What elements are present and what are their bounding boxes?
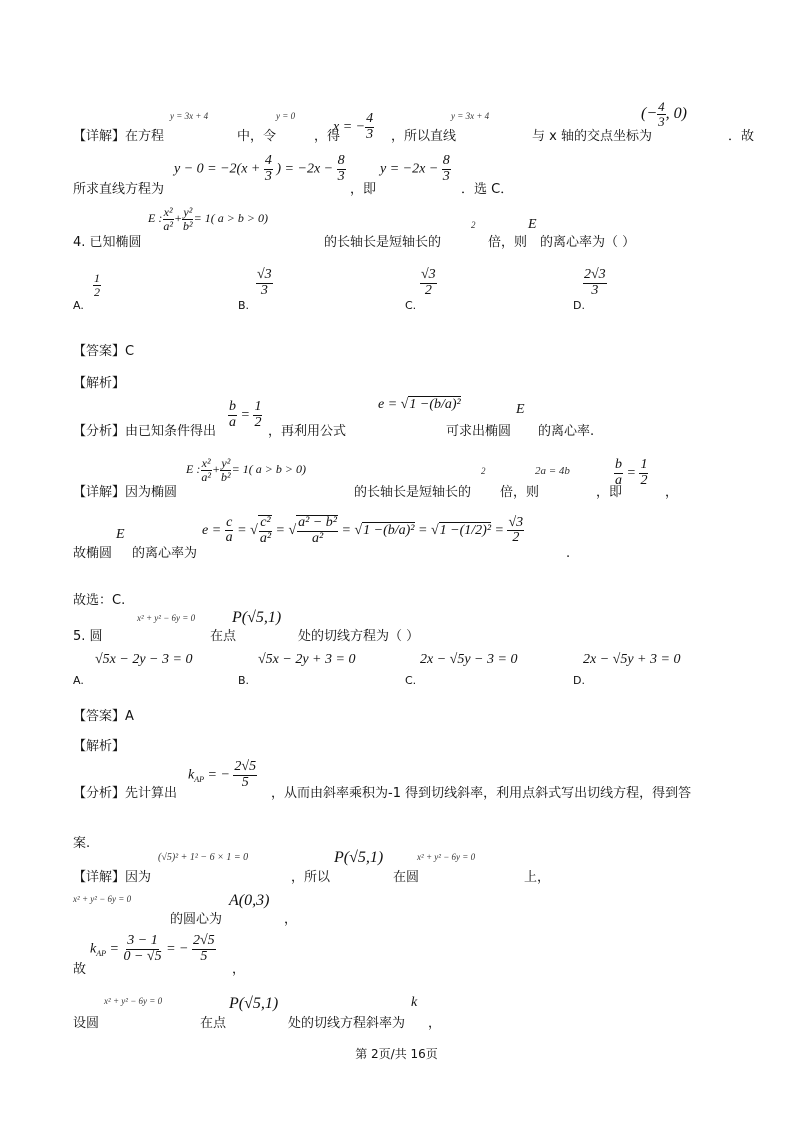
detail-text: 在圆 bbox=[393, 870, 420, 885]
math-b-over-a: $\frac{b}{a}$ = $\frac{1}{2}$ bbox=[229, 399, 262, 430]
detail-text: 中，令 bbox=[237, 129, 277, 144]
option-D-label: D. bbox=[573, 674, 585, 687]
math-b-over-a-2: $\frac{b}{a}$ = $\frac{1}{2}$ bbox=[615, 457, 648, 488]
option-C-label: C. bbox=[405, 299, 417, 312]
detail-text: ，所以 bbox=[291, 870, 331, 885]
question-5-stem: 处的切线方程为（ ） bbox=[298, 629, 420, 644]
analysis-text: ，再利用公式 bbox=[268, 424, 347, 439]
question-5-stem: 在点 bbox=[210, 629, 237, 644]
conclusion-text: 故椭圆 bbox=[73, 546, 113, 561]
page-footer: 第 2页/共 16页 bbox=[355, 1047, 438, 1061]
detail-text: 处的切线方程斜率为 bbox=[288, 1016, 406, 1031]
detail-text: 在点 bbox=[200, 1016, 227, 1031]
detail-text: ， bbox=[232, 962, 246, 977]
option-C-value: 2x − √5y − 3 = 0 bbox=[420, 652, 518, 667]
detail-text: 的长轴长是短轴长的 bbox=[354, 485, 472, 500]
detail-text: 故 bbox=[73, 962, 87, 977]
detail-text: 倍，则 bbox=[500, 485, 540, 500]
math-E: E bbox=[528, 217, 537, 232]
math-y-zero: y = 0 bbox=[276, 111, 296, 121]
option-D-label: D. bbox=[573, 299, 585, 312]
question-4-stem: 的离心率为（ ） bbox=[540, 235, 636, 250]
option-A-value: √5x − 2y − 3 = 0 bbox=[95, 652, 193, 667]
option-B-label: B. bbox=[238, 299, 250, 312]
detail-text: ，即 bbox=[596, 485, 623, 500]
analysis-text: 案. bbox=[73, 836, 91, 851]
question-5-stem: 5. 圆 bbox=[73, 629, 103, 644]
math-x-value: x = − $\frac{4}{3}$ bbox=[333, 111, 374, 142]
math-point-P: P(√5,1) bbox=[232, 609, 282, 626]
choice-conclusion: 故选：C. bbox=[73, 593, 126, 608]
math-intersection-point: (− $\frac{4}{3}$ , 0) bbox=[641, 99, 687, 129]
option-D-value: 2x − √5y + 3 = 0 bbox=[583, 652, 681, 667]
math-check-eq: (√5)² + 1² − 6 × 1 = 0 bbox=[158, 852, 249, 863]
question-4-stem: 4. 已知椭圆 bbox=[73, 235, 142, 250]
analysis-heading: 【解析】 bbox=[73, 376, 126, 391]
detail-text: ，得 bbox=[314, 129, 341, 144]
detail-text: ，即 bbox=[350, 182, 377, 197]
question-4-stem: 的长轴长是短轴长的 bbox=[324, 235, 442, 250]
math-point-P: P(√5,1) bbox=[334, 849, 384, 866]
detail-text: 【详解】因为椭圆 bbox=[73, 485, 178, 500]
math-E: E bbox=[116, 527, 125, 542]
math-two: 2 bbox=[471, 220, 476, 230]
detail-text: 所求直线方程为 bbox=[73, 182, 165, 197]
option-B-label: B. bbox=[238, 674, 250, 687]
analysis-heading: 【解析】 bbox=[73, 739, 126, 754]
answer-q5: 【答案】A bbox=[73, 709, 134, 724]
math-2a-4b: 2a = 4b bbox=[535, 465, 570, 477]
math-line-equation: y − 0 = −2(x + $\frac{4}{3}$ ) = −2x − $\frac{8}{3}$ bbox=[174, 153, 345, 184]
conclusion-text: . bbox=[566, 546, 571, 561]
math-circle-eq: x² + y² − 6y = 0 bbox=[73, 894, 132, 904]
math-ellipse-2: E : $\frac{\text{x²}}{\text{a²}}$ + $\frac{\text{y²}}{\text{b²}}$ = 1( a > b > 0) bbox=[186, 456, 306, 484]
math-line-eq: y = 3x + 4 bbox=[170, 111, 209, 121]
math-circle-eq: x² + y² − 6y = 0 bbox=[417, 852, 476, 862]
conclusion-text: 的离心率为 bbox=[132, 546, 198, 561]
detail-text: 设圆 bbox=[73, 1016, 100, 1031]
math-eccentricity-chain: e = $\frac{c}{a}$ = √ $\frac{\text{c²}}{\text{a²}}$ = √ $\frac{\text{a² − b²}}{\text{a²}}$ = √1 −(b/a)² = √1 −(1/2)² = $\frac{√3}{2}$ bbox=[202, 514, 524, 546]
math-ellipse: E : $\frac{\text{x²}}{\text{a²}}$ + $\frac{\text{y²}}{\text{b²}}$ = 1( a > b > 0) bbox=[148, 205, 268, 233]
math-k-AP: $k_{AP}$ = − $\frac{2√5}{5}$ bbox=[188, 759, 257, 790]
analysis-text: ，从而由斜率乘积为-1 得到切线斜率，利用点斜式写出切线方程，得到答 bbox=[271, 786, 692, 801]
math-k: k bbox=[411, 995, 418, 1010]
answer-q4: 【答案】C bbox=[73, 344, 135, 359]
detail-text: 的圆心为 bbox=[170, 912, 223, 927]
math-line-eq-2: y = 3x + 4 bbox=[451, 111, 490, 121]
option-C-label: C. bbox=[405, 674, 417, 687]
detail-text: 上， bbox=[524, 870, 551, 885]
option-A-value: $\frac{1}{2}$ bbox=[94, 271, 100, 299]
detail-text: ， bbox=[284, 912, 298, 927]
option-B-value: $\frac{√3}{3}$ bbox=[257, 267, 272, 298]
analysis-text: 可求出椭圆 bbox=[446, 424, 512, 439]
math-circle-eq: x² + y² − 6y = 0 bbox=[137, 613, 196, 623]
option-C-value: $\frac{√3}{2}$ bbox=[421, 267, 436, 298]
detail-text: ．选 C． bbox=[461, 182, 514, 197]
detail-text: 与 x 轴的交点坐标为 bbox=[532, 129, 652, 144]
detail-text: 【详解】因为 bbox=[73, 870, 152, 885]
option-A-label: A. bbox=[73, 299, 84, 312]
detail-text: ．故 bbox=[728, 129, 755, 144]
math-line-final: y = −2x − $\frac{8}{3}$ bbox=[380, 153, 450, 184]
analysis-text: 【分析】由已知条件得出 bbox=[73, 424, 217, 439]
analysis-text: 【分析】先计算出 bbox=[73, 786, 178, 801]
math-E: E bbox=[516, 402, 525, 417]
question-4-stem: 倍，则 bbox=[488, 235, 528, 250]
math-circle-eq: x² + y² − 6y = 0 bbox=[104, 996, 163, 1006]
math-two: 2 bbox=[481, 466, 486, 476]
analysis-text: 的离心率. bbox=[538, 424, 595, 439]
math-k-AP-calc: $k_{AP}$ = $\frac{3 - 1}{0 - √5}$ = − $\frac{2√5}{5}$ bbox=[90, 933, 215, 964]
detail-label: 【详解】在方程 bbox=[73, 129, 165, 144]
option-B-value: √5x − 2y + 3 = 0 bbox=[258, 652, 356, 667]
detail-text: ， bbox=[665, 485, 679, 500]
detail-text: ， bbox=[428, 1016, 442, 1031]
math-center-A: A(0,3) bbox=[229, 892, 270, 909]
option-D-value: $\frac{2√3}{3}$ bbox=[584, 267, 606, 298]
option-A-label: A. bbox=[73, 674, 84, 687]
math-e-formula: e = √1 −(b/a)² bbox=[378, 397, 461, 412]
detail-text: ，所以直线 bbox=[391, 129, 457, 144]
math-point-P: P(√5,1) bbox=[229, 995, 279, 1012]
